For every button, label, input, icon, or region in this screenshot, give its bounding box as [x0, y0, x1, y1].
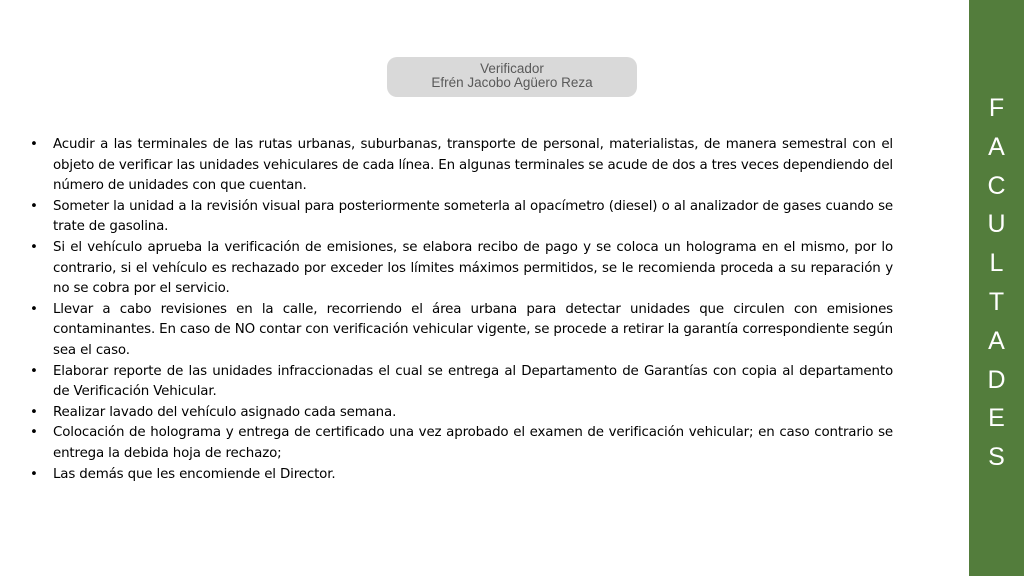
role-title: Verificador: [480, 61, 544, 76]
duty-text: Someter la unidad a la revisión visual para posteriormente someterla al opacímetro (diesel) o al analizador de gases cuando se trate de gasolina.: [53, 198, 893, 235]
duty-item: [30, 423, 893, 464]
duty-item: [30, 238, 893, 300]
duty-item: [30, 135, 893, 197]
duty-text: Colocación de holograma y entrega de certificado una vez aprobado el examen de verificación vehicular; en caso contrario se entrega la debida hoja de rechazo;: [53, 425, 893, 461]
duty-item: [30, 362, 893, 403]
sidebar-letter: C: [987, 171, 1006, 200]
duty-text: Realizar lavado del vehículo asignado cada semana.: [53, 404, 397, 420]
bullet-icon: •: [30, 301, 38, 317]
person-name: Efrén Jacobo Agüero Reza: [431, 75, 593, 90]
sidebar: [969, 0, 1024, 576]
duties-list: [30, 135, 893, 485]
sidebar-letter: S: [988, 443, 1005, 472]
sidebar-title: [969, 89, 1024, 477]
bullet-icon: •: [30, 425, 38, 441]
sidebar-letter: U: [987, 210, 1006, 239]
duty-item: [30, 197, 893, 238]
bullet-icon: •: [30, 137, 38, 152]
bullet-icon: •: [30, 466, 38, 482]
bullet-icon: •: [30, 239, 38, 255]
sidebar-letter: L: [989, 249, 1004, 278]
sidebar-letter: E: [988, 404, 1005, 433]
sidebar-letter: F: [988, 94, 1005, 122]
duty-item: [30, 465, 893, 486]
sidebar-letter: D: [987, 365, 1006, 394]
duty-text: Elaborar reporte de las unidades infraccionadas el cual se entrega al Departamento de Garantías con copia al departamento de Verificación Vehicular.: [53, 363, 893, 400]
duty-text: Las demás que les encomiende el Director.: [53, 466, 336, 482]
duty-item: [30, 403, 893, 424]
bullet-icon: •: [30, 363, 38, 379]
bullet-icon: •: [30, 198, 38, 214]
sidebar-letter: A: [988, 132, 1005, 161]
duty-item: [30, 300, 893, 362]
duty-text: Si el vehículo aprueba la verificación de emisiones, se elabora recibo de pago y se coloca un holograma en el mismo, por lo contrario, si el vehículo es rechazado por exceder los límites máximos permitidos, se le recomienda proceda a su reparación y no se cobra por el servicio.: [53, 239, 893, 297]
sidebar-letter: A: [988, 326, 1005, 355]
role-badge: [387, 57, 637, 97]
duty-text: Llevar a cabo revisiones en la calle, recorriendo el área urbana para detectar unidades que circulen con emisiones contaminantes. En caso de NO contar con verificación vehicular vigente, se procede a retirar la garantía correspondiente según sea el caso.: [53, 301, 893, 358]
sidebar-letter: T: [988, 287, 1005, 316]
duty-text: Acudir a las terminales de las rutas urbanas, suburbanas, transporte de personal, materialistas, de manera semestral con el objeto de verificar las unidades vehiculares de cada línea. En algunas terminales se acude de dos a tres veces dependiendo del número de unidades con que cuentan.: [53, 137, 893, 194]
bullet-icon: •: [30, 404, 38, 420]
